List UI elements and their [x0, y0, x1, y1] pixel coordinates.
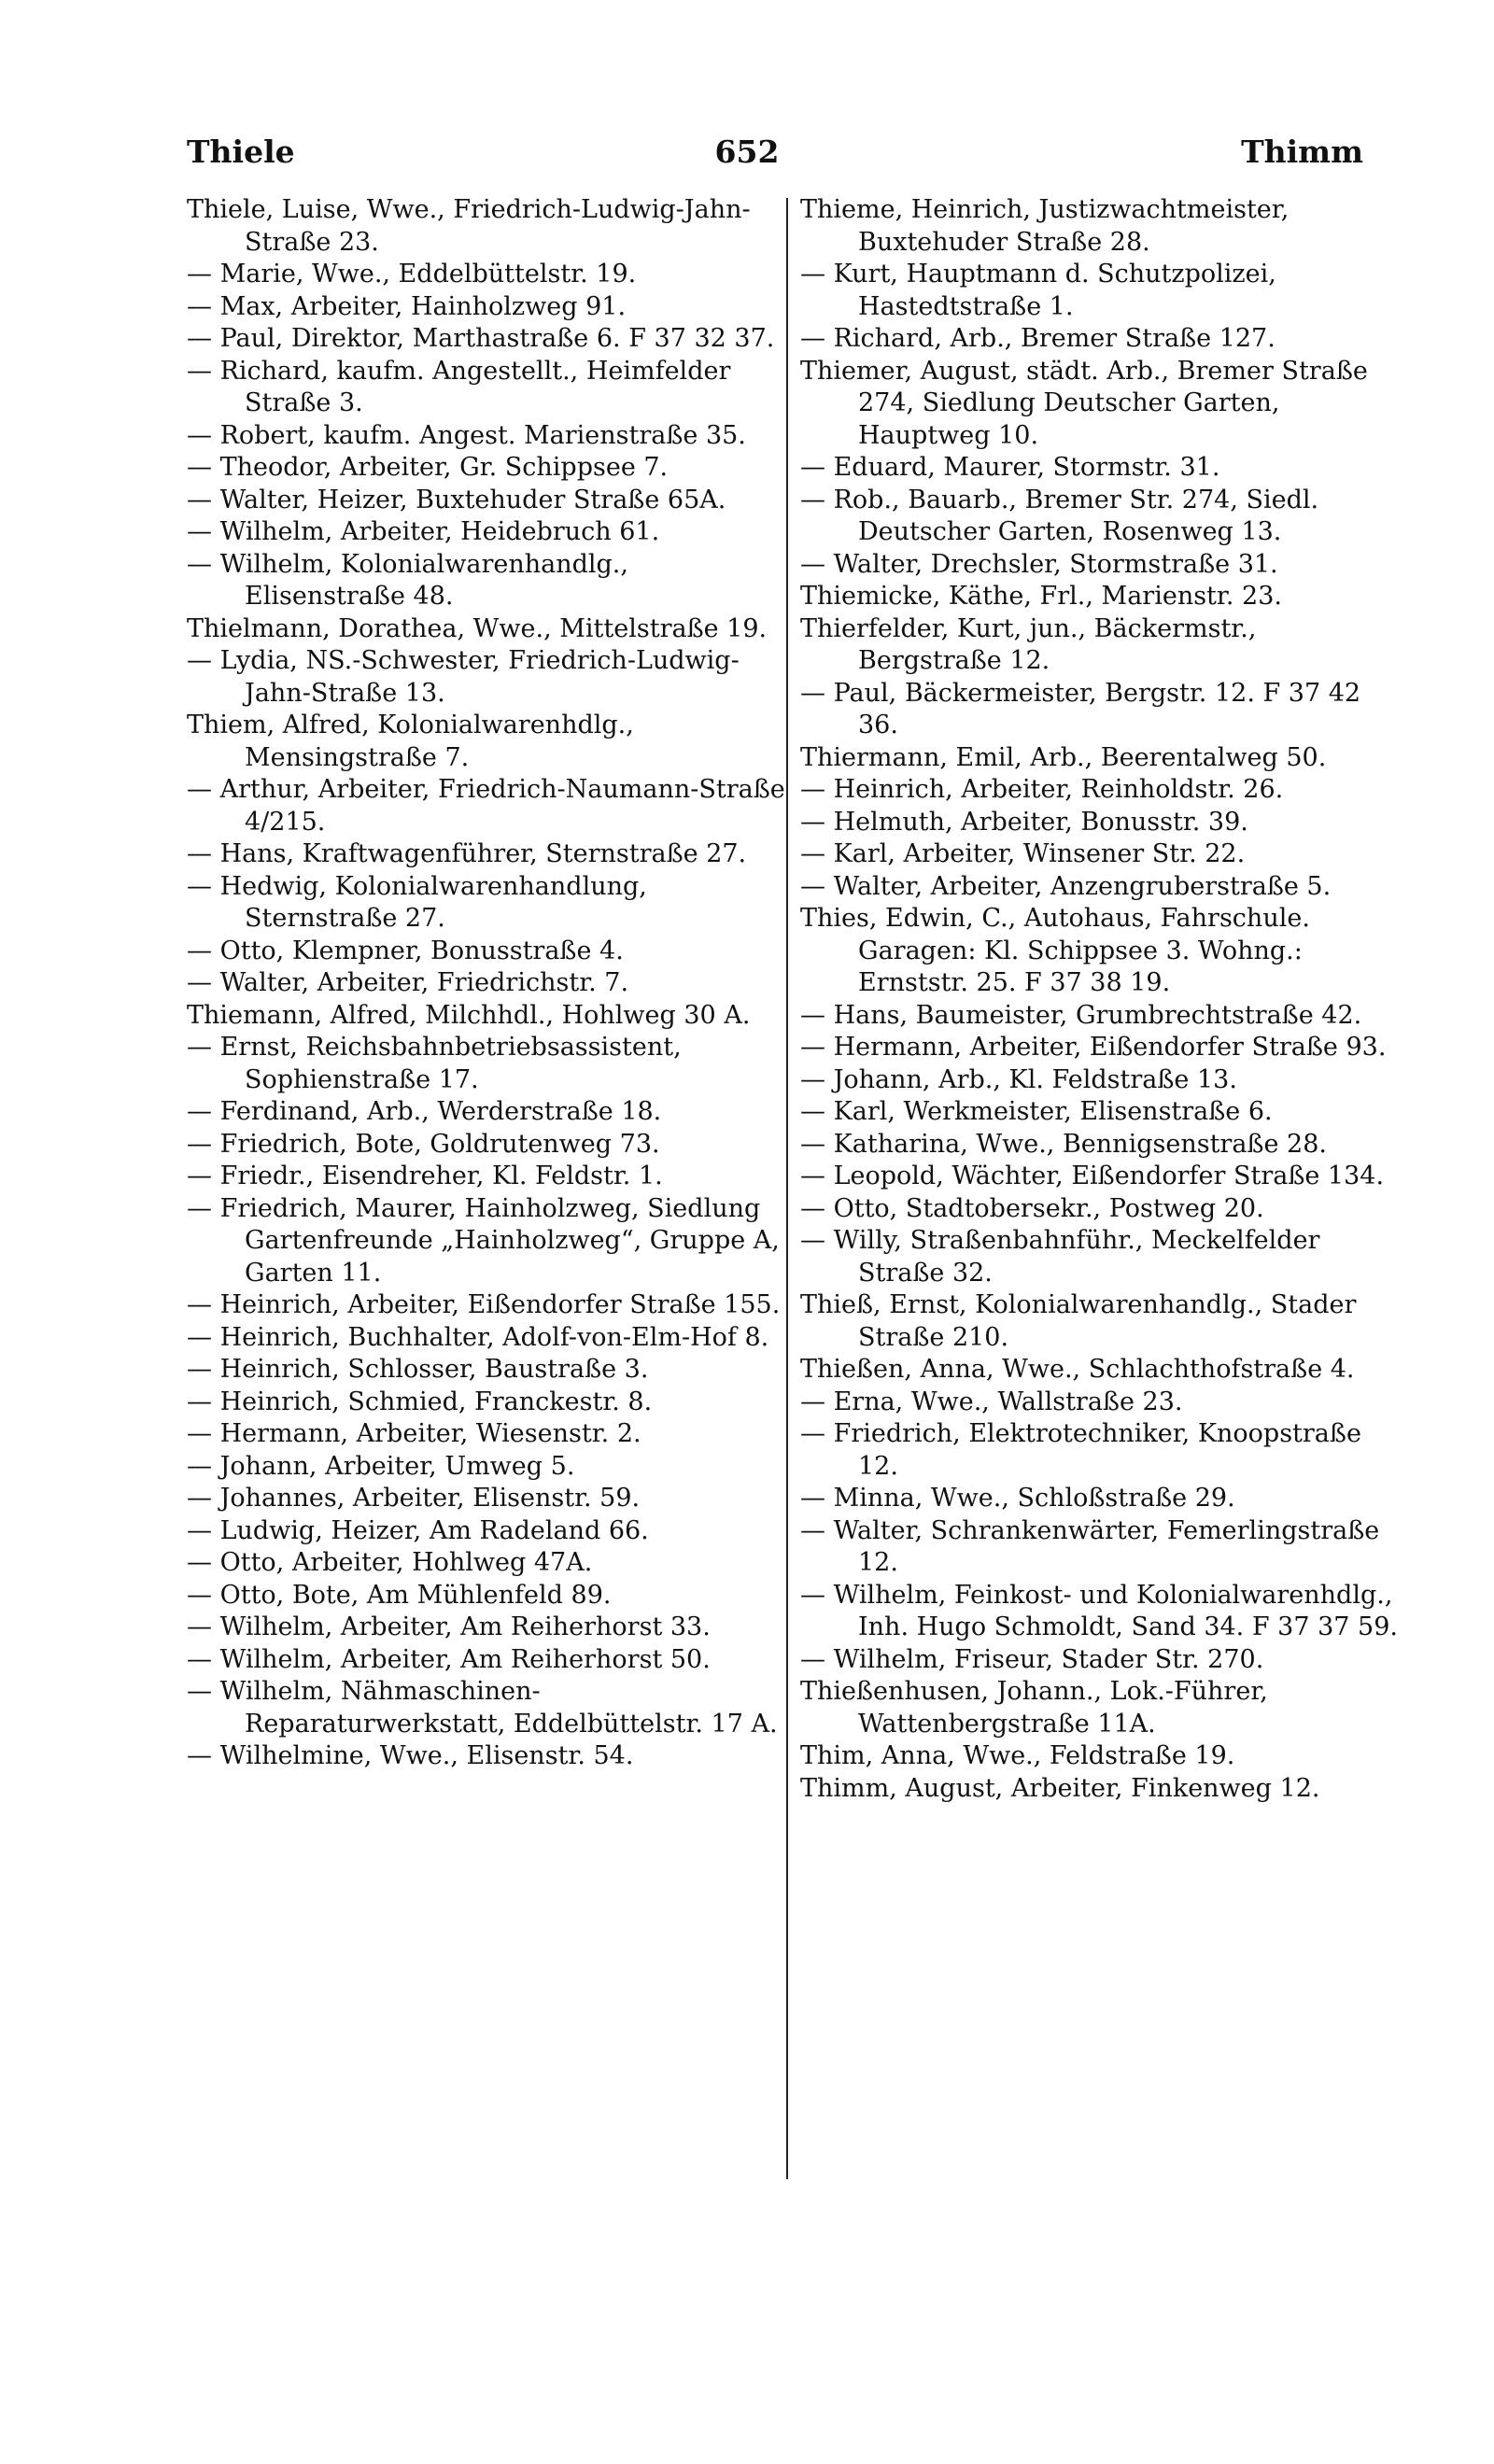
- directory-entry: Thierfelder, Kurt, jun., Bäckermstr., Bergstraße 12.: [800, 613, 1257, 675]
- directory-entry: Thiem, Alfred, Kolonialwarenhdlg., Mensingstraße 7.: [187, 711, 634, 772]
- directory-entry: Thies, Edwin, C., Autohaus, Fahrschule. Garagen: Kl. Schippsee 3. Wohng.: Ernststr. 25. F 37 38 19.: [800, 904, 1310, 997]
- directory-subentry: — Walter, Arbeiter, Anzengruberstraße 5.: [800, 871, 1332, 901]
- directory-subentry: — Paul, Bäckermeister, Bergstr. 12. F 37 42 36.: [800, 678, 1361, 739]
- directory-entry: Thimm, August, Arbeiter, Finkenweg 12.: [800, 1773, 1320, 1803]
- directory-subentry: — Willy, Straßenbahnführ., Meckelfelder Straße 32.: [800, 1226, 1320, 1288]
- directory-subentry: — Otto, Stadtobersekr., Postweg 20.: [800, 1193, 1264, 1223]
- directory-subentry: — Wilhelm, Feinkost- und Kolonialwarenhdlg., Inh. Hugo Schmoldt, Sand 34. F 37 37 59.: [800, 1580, 1398, 1641]
- directory-subentry: — Helmuth, Arbeiter, Bonusstr. 39.: [800, 807, 1248, 837]
- directory-entry: Thiemann, Alfred, Milchhdl., Hohlweg 30 A.: [187, 1000, 751, 1030]
- directory-subentry: — Theodor, Arbeiter, Gr. Schippsee 7.: [187, 453, 669, 482]
- directory-subentry: — Paul, Direktor, Marthastraße 6. F 37 32 37.: [187, 324, 775, 353]
- directory-entry: Thiemicke, Käthe, Frl., Marienstr. 23.: [800, 582, 1282, 611]
- directory-entry: Thielmann, Dorathea, Wwe., Mittelstraße 19.: [187, 613, 768, 643]
- directory-subentry: — Heinrich, Arbeiter, Reinholdstr. 26.: [800, 775, 1284, 804]
- directory-entry: Thieß, Ernst, Kolonialwarenhandlg., Stader Straße 210.: [800, 1290, 1357, 1352]
- directory-entry: Thiele, Luise, Wwe., Friedrich-Ludwig-Jahn-Straße 23.: [187, 195, 751, 257]
- directory-entry: Thim, Anna, Wwe., Feldstraße 19.: [800, 1741, 1235, 1770]
- directory-subentry: — Friedrich, Maurer, Hainholzweg, Siedlung Gartenfreunde „Hainholzweg“, Gruppe A, Garten 11.: [187, 1193, 780, 1288]
- directory-subentry: — Richard, Arb., Bremer Straße 127.: [800, 324, 1276, 353]
- directory-subentry: — Katharina, Wwe., Bennigsenstraße 28.: [800, 1129, 1327, 1159]
- directory-subentry: — Johannes, Arbeiter, Elisenstr. 59.: [187, 1484, 641, 1513]
- directory-subentry: — Arthur, Arbeiter, Friedrich-Naumann-Straße 4/215.: [187, 775, 785, 837]
- directory-subentry: — Wilhelm, Friseur, Stader Str. 270.: [800, 1644, 1264, 1674]
- directory-subentry: — Walter, Schrankenwärter, Femerlingstraße 12.: [800, 1515, 1380, 1577]
- left-column: [187, 194, 787, 1773]
- column-divider: [786, 198, 788, 2179]
- directory-subentry: — Rob., Bauarb., Bremer Str. 274, Siedl. Deutscher Garten, Rosenweg 13.: [800, 485, 1319, 546]
- directory-subentry: — Otto, Klempner, Bonusstraße 4.: [187, 936, 624, 965]
- directory-subentry: — Karl, Werkmeister, Elisenstraße 6.: [800, 1097, 1273, 1126]
- directory-subentry: — Walter, Heizer, Buxtehuder Straße 65A.: [187, 485, 726, 514]
- directory-subentry: — Walter, Arbeiter, Friedrichstr. 7.: [187, 968, 629, 997]
- directory-subentry: — Otto, Arbeiter, Hohlweg 47A.: [187, 1548, 593, 1577]
- directory-subentry: — Erna, Wwe., Wallstraße 23.: [800, 1387, 1183, 1416]
- directory-subentry: — Wilhelm, Arbeiter, Am Reiherhorst 50.: [187, 1644, 711, 1674]
- directory-subentry: — Johann, Arb., Kl. Feldstraße 13.: [800, 1064, 1237, 1094]
- directory-subentry: — Hans, Kraftwagenführer, Sternstraße 27.: [187, 839, 747, 868]
- directory-subentry: — Wilhelmine, Wwe., Elisenstr. 54.: [187, 1741, 634, 1770]
- directory-subentry: — Wilhelm, Arbeiter, Am Reiherhorst 33.: [187, 1612, 711, 1641]
- header-right-keyword: Thimm: [1241, 134, 1363, 170]
- directory-subentry: — Otto, Bote, Am Mühlenfeld 89.: [187, 1580, 612, 1610]
- directory-entry: Thiermann, Emil, Arb., Beerentalweg 50.: [800, 742, 1327, 772]
- directory-subentry: — Ludwig, Heizer, Am Radeland 66.: [187, 1515, 649, 1545]
- directory-subentry: — Richard, kaufm. Angestellt., Heimfelder Straße 3.: [187, 356, 731, 417]
- directory-subentry: — Heinrich, Arbeiter, Eißendorfer Straße 155.: [187, 1290, 781, 1319]
- directory-entry: Thiemer, August, städt. Arb., Bremer Straße 274, Siedlung Deutscher Garten, Hauptweg 10.: [800, 356, 1368, 450]
- directory-entry: Thieme, Heinrich, Justizwachtmeister, Buxtehuder Straße 28.: [800, 195, 1290, 257]
- directory-subentry: — Hermann, Arbeiter, Eißendorfer Straße 93.: [800, 1033, 1387, 1062]
- directory-subentry: — Max, Arbeiter, Hainholzweg 91.: [187, 291, 627, 321]
- directory-subentry: — Wilhelm, Arbeiter, Heidebruch 61.: [187, 517, 660, 546]
- directory-subentry: — Eduard, Maurer, Stormstr. 31.: [800, 453, 1220, 482]
- directory-subentry: — Hans, Baumeister, Grumbrechtstraße 42.: [800, 1000, 1362, 1030]
- header-left-keyword: Thiele: [187, 134, 295, 170]
- directory-subentry: — Friedr., Eisendreher, Kl. Feldstr. 1.: [187, 1162, 663, 1190]
- directory-subentry: — Wilhelm, Nähmaschinen-Reparaturwerkstatt, Eddelbüttelstr. 17 A.: [187, 1677, 778, 1739]
- directory-subentry: — Johann, Arbeiter, Umweg 5.: [187, 1451, 575, 1481]
- directory-subentry: — Friedrich, Bote, Goldrutenweg 73.: [187, 1129, 660, 1159]
- directory-subentry: — Minna, Wwe., Schloßstraße 29.: [800, 1484, 1235, 1513]
- page-number: 652: [714, 134, 780, 170]
- directory-subentry: — Robert, kaufm. Angest. Marienstraße 35.: [187, 420, 746, 450]
- directory-subentry: — Ernst, Reichsbahnbetriebsassistent, Sophienstraße 17.: [187, 1033, 682, 1094]
- directory-subentry: — Hedwig, Kolonialwarenhandlung, Sternstraße 27.: [187, 871, 647, 933]
- directory-subentry: — Wilhelm, Kolonialwarenhandlg., Elisenstraße 48.: [187, 549, 628, 611]
- directory-subentry: — Heinrich, Schmied, Franckestr. 8.: [187, 1387, 653, 1416]
- directory-subentry: — Marie, Wwe., Eddelbüttelstr. 19.: [187, 260, 637, 289]
- directory-entry: Thießen, Anna, Wwe., Schlachthofstraße 4.: [800, 1355, 1355, 1384]
- directory-entry: Thießenhusen, Johann., Lok.-Führer, Wattenbergstraße 11A.: [800, 1677, 1268, 1739]
- directory-subentry: — Heinrich, Buchhalter, Adolf-von-Elm-Hof 8.: [187, 1322, 769, 1352]
- right-column: [800, 194, 1401, 1805]
- directory-subentry: — Friedrich, Elektrotechniker, Knoopstraße 12.: [800, 1419, 1361, 1481]
- directory-subentry: — Lydia, NS.-Schwester, Friedrich-Ludwig-Jahn-Straße 13.: [187, 646, 740, 708]
- directory-subentry: — Heinrich, Schlosser, Baustraße 3.: [187, 1355, 649, 1384]
- directory-subentry: — Kurt, Hauptmann d. Schutzpolizei, Hastedtstraße 1.: [800, 260, 1276, 321]
- directory-subentry: — Walter, Drechsler, Stormstraße 31.: [800, 549, 1278, 579]
- directory-subentry: — Leopold, Wächter, Eißendorfer Straße 134.: [800, 1162, 1385, 1190]
- directory-subentry: — Hermann, Arbeiter, Wiesenstr. 2.: [187, 1419, 641, 1448]
- directory-subentry: — Karl, Arbeiter, Winsener Str. 22.: [800, 839, 1246, 868]
- directory-subentry: — Ferdinand, Arb., Werderstraße 18.: [187, 1097, 662, 1126]
